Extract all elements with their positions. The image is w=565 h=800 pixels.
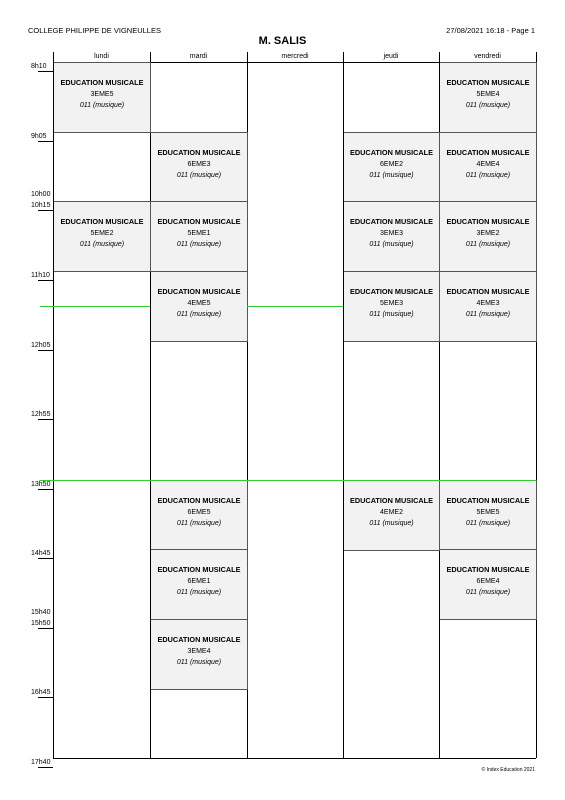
lesson-room: 011 (musique) <box>176 241 222 248</box>
footer-copyright: © Index Education 2021 <box>481 767 535 773</box>
lesson-subject: EDUCATION MUSICALE <box>157 496 241 505</box>
time-label: 13h50 <box>31 481 51 488</box>
day-header-mardi: mardi <box>189 53 208 60</box>
print-date-page: 27/08/2021 16:18 - Page 1 <box>446 26 535 35</box>
lesson-class: 5EME1 <box>187 229 211 237</box>
lesson-room: 011 (musique) <box>79 102 125 109</box>
lesson-cell[interactable] <box>440 62 537 133</box>
teacher-name: M. SALIS <box>258 35 307 47</box>
time-label: 12h55 <box>31 411 51 418</box>
time-label: 17h40 <box>31 759 51 766</box>
time-label: 15h50 <box>31 620 51 627</box>
time-tick <box>38 141 53 142</box>
time-label: 10h15 <box>31 202 51 209</box>
current-time-marker <box>247 306 343 307</box>
day-header-lundi: lundi <box>94 53 109 60</box>
lesson-subject: EDUCATION MUSICALE <box>350 496 433 505</box>
lesson-subject: EDUCATION MUSICALE <box>350 217 433 226</box>
day-header-vendredi: vendredi <box>474 53 501 60</box>
lesson-class: 4EME2 <box>380 508 403 516</box>
lesson-class: 5EME5 <box>476 508 500 516</box>
time-label: 10h00 <box>31 191 51 198</box>
lesson-class: 6EME2 <box>380 160 403 168</box>
lesson-room: 011 (musique) <box>369 241 414 248</box>
time-tick <box>38 280 53 281</box>
lesson-room: 011 (musique) <box>369 520 414 527</box>
lesson-subject: EDUCATION MUSICALE <box>157 148 241 157</box>
lesson-cell[interactable] <box>440 480 537 551</box>
time-tick <box>38 558 53 559</box>
lesson-class: 3EME5 <box>90 90 114 98</box>
time-label: 8h10 <box>31 63 47 70</box>
day-header-jeudi: jeudi <box>383 53 399 60</box>
lesson-class: 3EME2 <box>476 229 500 237</box>
lesson-room: 011 (musique) <box>465 311 511 318</box>
day-header-mercredi: mercredi <box>281 53 309 60</box>
lesson-class: 6EME3 <box>187 160 211 168</box>
lesson-room: 011 (musique) <box>176 659 222 666</box>
lesson-cell[interactable] <box>151 132 248 203</box>
time-label: 12h05 <box>31 342 51 349</box>
lesson-subject: EDUCATION MUSICALE <box>157 565 241 574</box>
column-line <box>53 52 54 758</box>
lesson-cell[interactable] <box>54 62 151 133</box>
time-tick <box>38 210 53 211</box>
time-tick <box>38 767 53 768</box>
time-label: 9h05 <box>31 133 47 140</box>
lesson-room: 011 (musique) <box>465 102 511 109</box>
lesson-class: 6EME1 <box>187 577 211 585</box>
lesson-cell[interactable] <box>151 549 248 620</box>
lesson-room: 011 (musique) <box>176 172 222 179</box>
lesson-class: 6EME4 <box>476 577 500 585</box>
time-tick <box>38 628 53 629</box>
lesson-cell[interactable] <box>54 201 151 272</box>
lesson-subject: EDUCATION MUSICALE <box>446 78 530 87</box>
time-tick <box>38 489 53 490</box>
lesson-subject: EDUCATION MUSICALE <box>350 287 433 296</box>
time-label: 16h45 <box>31 689 51 696</box>
lesson-subject: EDUCATION MUSICALE <box>446 148 530 157</box>
lesson-subject: EDUCATION MUSICALE <box>446 496 530 505</box>
time-tick <box>38 71 53 72</box>
lesson-subject: EDUCATION MUSICALE <box>446 565 530 574</box>
lesson-subject: EDUCATION MUSICALE <box>157 287 241 296</box>
lesson-room: 011 (musique) <box>176 311 222 318</box>
lesson-cell[interactable] <box>151 271 248 342</box>
lesson-subject: EDUCATION MUSICALE <box>446 217 530 226</box>
lesson-cell[interactable] <box>440 201 537 272</box>
lesson-class: 4EME5 <box>187 299 211 307</box>
grid-bottom-line <box>53 758 536 759</box>
lesson-class: 3EME4 <box>187 647 211 655</box>
lesson-room: 011 (musique) <box>369 172 414 179</box>
lesson-subject: EDUCATION MUSICALE <box>60 78 144 87</box>
time-label: 15h40 <box>31 609 51 616</box>
lesson-cell[interactable] <box>151 480 248 551</box>
lesson-cell[interactable] <box>440 549 537 620</box>
time-label: 11h10 <box>31 272 50 279</box>
lesson-subject: EDUCATION MUSICALE <box>60 217 144 226</box>
lesson-room: 011 (musique) <box>465 520 511 527</box>
lesson-class: 5EME2 <box>90 229 114 237</box>
lesson-subject: EDUCATION MUSICALE <box>446 287 530 296</box>
lesson-cell[interactable] <box>344 132 440 203</box>
school-name: COLLEGE PHILIPPE DE VIGNEULLES <box>28 26 161 35</box>
lesson-cell[interactable] <box>344 271 440 342</box>
lesson-room: 011 (musique) <box>79 241 125 248</box>
lesson-room: 011 (musique) <box>369 311 414 318</box>
time-tick <box>38 697 53 698</box>
current-time-marker <box>40 306 150 307</box>
time-label: 14h45 <box>31 550 51 557</box>
lesson-cell[interactable] <box>344 201 440 272</box>
lesson-room: 011 (musique) <box>465 589 511 596</box>
lesson-class: 5EME4 <box>476 90 500 98</box>
lunch-break-marker <box>40 480 536 481</box>
lesson-cell[interactable] <box>151 619 248 690</box>
lesson-cell[interactable] <box>440 271 537 342</box>
lesson-class: 5EME3 <box>380 299 403 307</box>
time-tick <box>38 350 53 351</box>
lesson-subject: EDUCATION MUSICALE <box>157 217 241 226</box>
lesson-cell[interactable] <box>344 480 440 551</box>
lesson-room: 011 (musique) <box>465 172 511 179</box>
time-tick <box>38 419 53 420</box>
lesson-class: 4EME3 <box>476 299 500 307</box>
lesson-cell[interactable] <box>151 201 248 272</box>
lesson-subject: EDUCATION MUSICALE <box>157 635 241 644</box>
lesson-room: 011 (musique) <box>465 241 511 248</box>
lesson-class: 3EME3 <box>380 229 403 237</box>
lesson-cell[interactable] <box>440 132 537 203</box>
lesson-room: 011 (musique) <box>176 589 222 596</box>
lesson-subject: EDUCATION MUSICALE <box>350 148 433 157</box>
lesson-class: 4EME4 <box>476 160 500 168</box>
lesson-room: 011 (musique) <box>176 520 222 527</box>
lesson-class: 6EME5 <box>187 508 211 516</box>
